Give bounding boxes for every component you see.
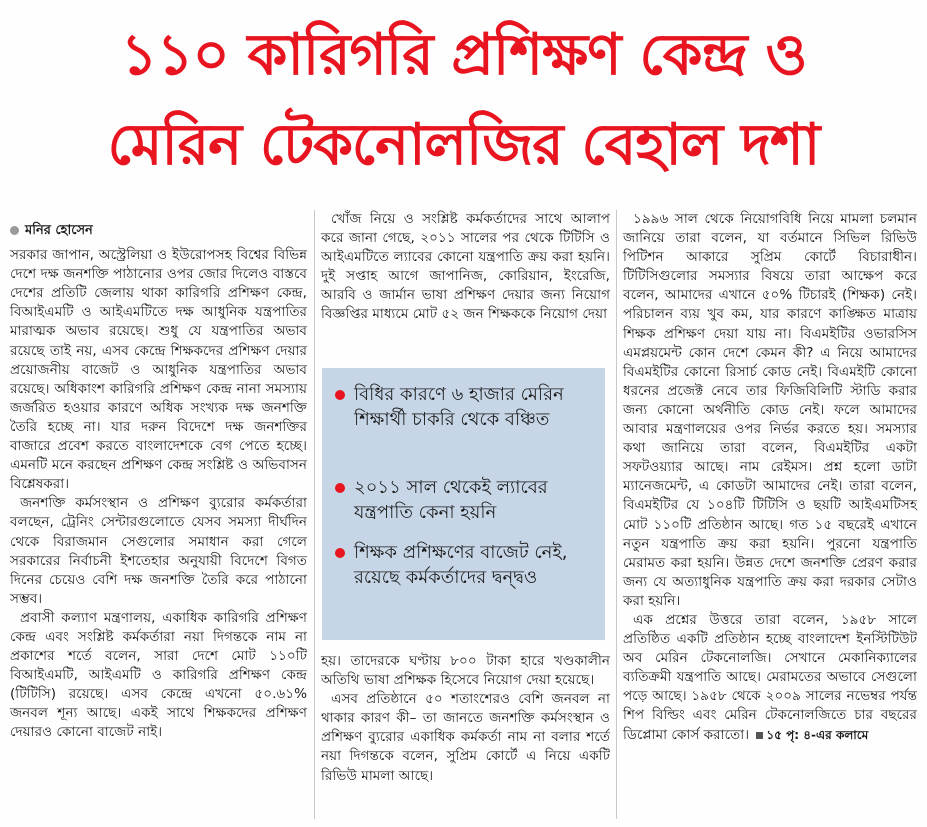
continued-on-link[interactable]: ১৫ পৃ: ৪-এর কলামে <box>766 727 869 742</box>
highlight-item: বিধির কারণে ৬ হাজার মেরিন শিক্ষার্থী চাকরি থেকে বঞ্চিত <box>338 382 593 432</box>
article-column-2-continued <box>321 652 610 786</box>
headline-line-1: ১১০ কারিগরি প্রশিক্ষণ কেন্দ্র ও <box>120 22 807 88</box>
paragraph: এসব প্রতিষ্ঠানে ৫০ শতাংশেরও বেশি জনবল না থাকার কারণ কী– তা জানতে জনশক্তি কর্মসংস্থান ও প্রশিক্ষণ ব্যুরোর একাধিক কর্মকর্তা নাম না বলার শর্তে নয়া দিগন্তকে বলেন, সুপ্রিম কোর্টে এ নিয়ে একটি রিভিউ মামলা আছে। <box>321 691 610 784</box>
paragraph: হয়। তাদেরকে ঘণ্টায় ৮০০ টাকা হারে খণ্ডকালীন অতিথি ভাষা প্রশিক্ষক হিসেবে নিয়োগ দেয়া হয়েছে। <box>321 653 610 689</box>
red-bullet-icon <box>335 390 345 400</box>
paragraph: সরকার জাপান, অস্ট্রেলিয়া ও ইউরোপসহ বিশ্বের বিভিন্ন দেশে দক্ষ জনশক্তি পাঠানোর ওপর জোর দিলেও বাস্তবে দেশের প্রতিটি জেলায় থাকা কারিগরি প্রশিক্ষণ কেন্দ্র, বিআইএমটি ও আইএমটিতে দক্ষ আধুনিক যন্ত্রপাতির মারাত্মক অভাব রয়েছে। শুধু যে যন্ত্রপাতির অভাব রয়েছে তাই নয়, এসব কেন্দ্রে শিক্ষকদের প্রশিক্ষণ দেয়ার প্রয়োজনীয় বাজেট ও আধুনিক যন্ত্রপাতির অভাব রয়েছে। অধিকাংশ কারিগরি প্রশিক্ষণ কেন্দ্র নানা সমস্যায় জর্জরিত হওয়ার কারণে অধিক সংখ্যক দক্ষ জনশক্তি তৈরি হচ্ছে না। যার দরুন বিদেশে দক্ষ জনশক্তির বাজারে প্রবেশ করতে বাংলাদেশকে বেগ পেতে হচ্ছে। এমনটি মনে করছেন প্রশিক্ষণ কেন্দ্র সংশ্লিষ্ট ও অভিবাসন বিশ্লেষকরা। <box>10 247 307 493</box>
paragraph: জনশক্তি কর্মসংস্থান ও প্রশিক্ষণ ব্যুরোর কর্মকর্তারা বলছেন, ট্রেনিং সেন্টারগুলোতে যেসব সমস্যা দীর্ঘদিন থেকে বিরাজমান সেগুলোর সমাধান করা গেলে সরকারের নির্বাচনী ইশতেহার অনুযায়ী বিদেশে বিগত দিনের চেয়েও বেশি দক্ষ জনশক্তি তৈরি করে পাঠানো সম্ভব। <box>10 495 307 607</box>
highlight-item: ২০১১ সাল থেকেই ল্যাবের যন্ত্রপাতি কেনা হয়নি <box>338 475 593 525</box>
article-column-3 <box>623 210 917 745</box>
column-divider <box>314 210 315 819</box>
paragraph: ১৯৯৬ সাল থেকে নিয়োগবিধি নিয়ে মামলা চলমান জানিয়ে তারা বলেন, যা বর্তমানে সিভিল রিভিউ পিটিশন আকারে সুপ্রিম কোর্টে বিচারাধীন। টিটিসিগুলোর সমস্যার বিষয়ে তারা আক্ষেপ করে বলেন, আমাদের এখানে ৫০% টিচারই (শিক্ষক) নেই। পরিচালন ব্যয় খুব কম, যার কারণে কাঙ্ক্ষিত মাত্রায় শিক্ষক প্রশিক্ষণ দেয়া যায় না। বিএমইটির ওভারসিস এমপ্লয়মেন্ট কোন দেশে কেমন কী? এ নিয়ে আমাদের বিএমইটির কোনো রিসার্চ কোড নেই। বিএমইটি কোনো ধরনের প্রজেক্ট নেবে তার ফিজিবিলিটি স্টাডি করার জন্য কোনো অর্থনীতি কোড নেই। ফলে আমাদের আবার মন্ত্রণালয়ের ওপর নির্ভর করতে হয়। সমস্যার কথা জানিয়ে তারা বলেন, বিএমইটির একটা সফটওয়্যার আছে। নাম রেইমস। প্রশ্ন হলো ডাটা ম্যানেজমেন্ট, এ কোডটা আমাদের নেই। তারা বলেন, বিএমইটির যে ১০৪টি টিটিসি ও ছয়টি আইএমটিসহ মোট ১১০টি প্রতিষ্ঠান আছে। গত ১৫ বছরেই এখানে নতুন যন্ত্রপাতি ক্রয় করা হয়নি। পুরনো যন্ত্রপাতি মেরামত করা হয়নি। উন্নত দেশে জনশক্তি প্রেরণ করার জন্য যে অত্যাধুনিক যন্ত্রপাতি ক্রয় করা দরকার সেটাও করা হয়নি। <box>623 211 917 609</box>
red-bullet-icon <box>335 483 345 493</box>
paragraph: খোঁজ নিয়ে ও সংশ্লিষ্ট কর্মকর্তাদের সাথে আলাপ করে জানা গেছে, ২০১১ সালের পর থেকে টিটিসি ও আইএমটিতে ল্যাবের কোনো যন্ত্রপাতি ক্রয় করা হয়নি। দুই সপ্তাহ আগে জাপানিজ, কোরিয়ান, ইংরেজি, আরবি ও জার্মান ভাষা প্রশিক্ষণ দেয়ার জন্য নিয়োগ বিজ্ঞপ্তির মাধ্যমে মোট ৫২ জন শিক্ষককে নিয়োগ দেয়া <box>321 211 610 323</box>
square-marker-icon <box>756 732 763 739</box>
highlights-box <box>322 368 605 640</box>
author-name: মনির হোসেন <box>25 223 93 238</box>
column-divider <box>616 210 617 819</box>
bullet-icon <box>10 226 19 235</box>
byline <box>10 221 307 240</box>
article-column-1 <box>10 221 307 743</box>
article-column-2 <box>321 210 610 325</box>
headline-line-2: মেরিন টেকনোলজির বেহাল দশা <box>107 112 820 178</box>
highlight-item: শিক্ষক প্রশিক্ষণের বাজেট নেই, রয়েছে কর্মকর্তাদের দ্বন্দ্বও <box>338 540 593 590</box>
red-bullet-icon <box>335 548 345 558</box>
paragraph: এক প্রশ্নের উত্তরে তারা বলেন, ১৯৫৮ সালে প্রতিষ্ঠিত একটি প্রতিষ্ঠান হচ্ছে বাংলাদেশ ইনস্টিটিউট অব মেরিন টেকনোলজি। সেখানে মেকানিক্যালের ব্যতিক্রমী যন্ত্রপাতি আছে। মেরামতের অভাবে সেগুলো পড়ে আছে। ১৯৫৮ থেকে ২০০৯ সালের নভেম্বর পর্যন্ত শিপ বিল্ডিং এবং মেরিন টেকনোলজিতে চার বছরের ডিপ্লোমা কোর্স করাতো। ১৫ পৃ: ৪-এর কলামে <box>623 611 917 743</box>
paragraph: প্রবাসী কল্যাণ মন্ত্রণালয়, একাধিক কারিগরি প্রশিক্ষণ কেন্দ্র এবং সংশ্লিষ্ট কর্মকর্তারা নয়া দিগন্তকে নাম না প্রকাশের শর্তে বলেন, সারা দেশে মোট ১১০টি বিআইএমটি, আইএমটি ও কারিগরি প্রশিক্ষণ কেন্দ্র (টিটিসি) রয়েছে। এসব কেন্দ্রে এখনো ৫০.৬১% জনবল শূন্য আছে। একই সাথে শিক্ষকদের প্রশিক্ষণ দেয়ারও কোনো বাজেট নাই। <box>10 609 307 741</box>
